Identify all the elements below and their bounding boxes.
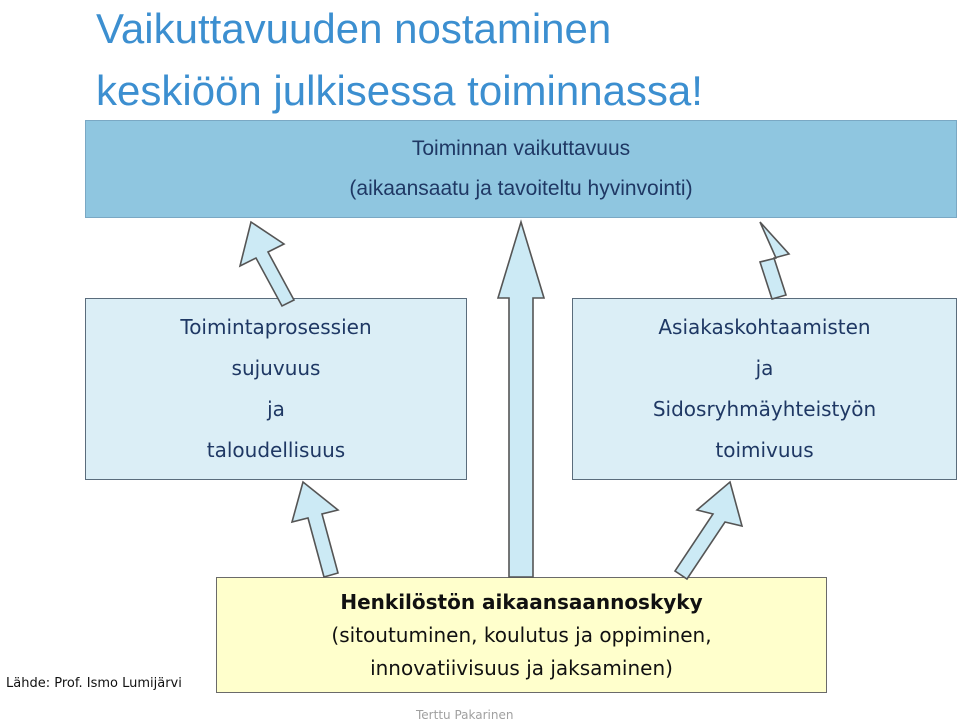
personnel-line: (sitoutuminen, koulutus ja oppiminen,	[331, 622, 712, 647]
process-line: Toimintaprosessien	[180, 315, 372, 339]
process-line: sujuvuus	[231, 356, 321, 380]
right-upper-arrow	[760, 222, 789, 299]
page-title-line-2: keskiöön julkisessa toiminnassa!	[96, 67, 703, 114]
right-lower-arrow	[675, 482, 742, 579]
customer-line: Sidosryhmäyhteistyön	[652, 397, 877, 421]
left-lower-arrow	[292, 482, 338, 577]
customer-line: Asiakaskohtaamisten	[658, 315, 871, 339]
outcome-title: Toiminnan vaikuttavuus	[411, 137, 631, 160]
customer-line: toimivuus	[715, 438, 814, 462]
process-line: ja	[267, 397, 285, 421]
personnel-heading: Henkilöstön aikaansaannoskyky	[340, 589, 703, 614]
personnel-line: innovatiivisuus ja jaksaminen)	[370, 655, 673, 680]
customer-line: ja	[755, 356, 774, 380]
footer-author: Terttu Pakarinen	[416, 708, 514, 722]
source-credit: Lähde: Prof. Ismo Lumijärvi	[6, 676, 182, 691]
center-arrow-up	[498, 222, 544, 577]
left-upper-arrow	[240, 222, 294, 306]
page-title-line-1: Vaikuttavuuden nostaminen	[96, 5, 612, 52]
outcome-subtitle: (aikaansaatu ja tavoiteltu hyvinvointi)	[349, 177, 693, 200]
process-line: taloudellisuus	[206, 438, 346, 462]
